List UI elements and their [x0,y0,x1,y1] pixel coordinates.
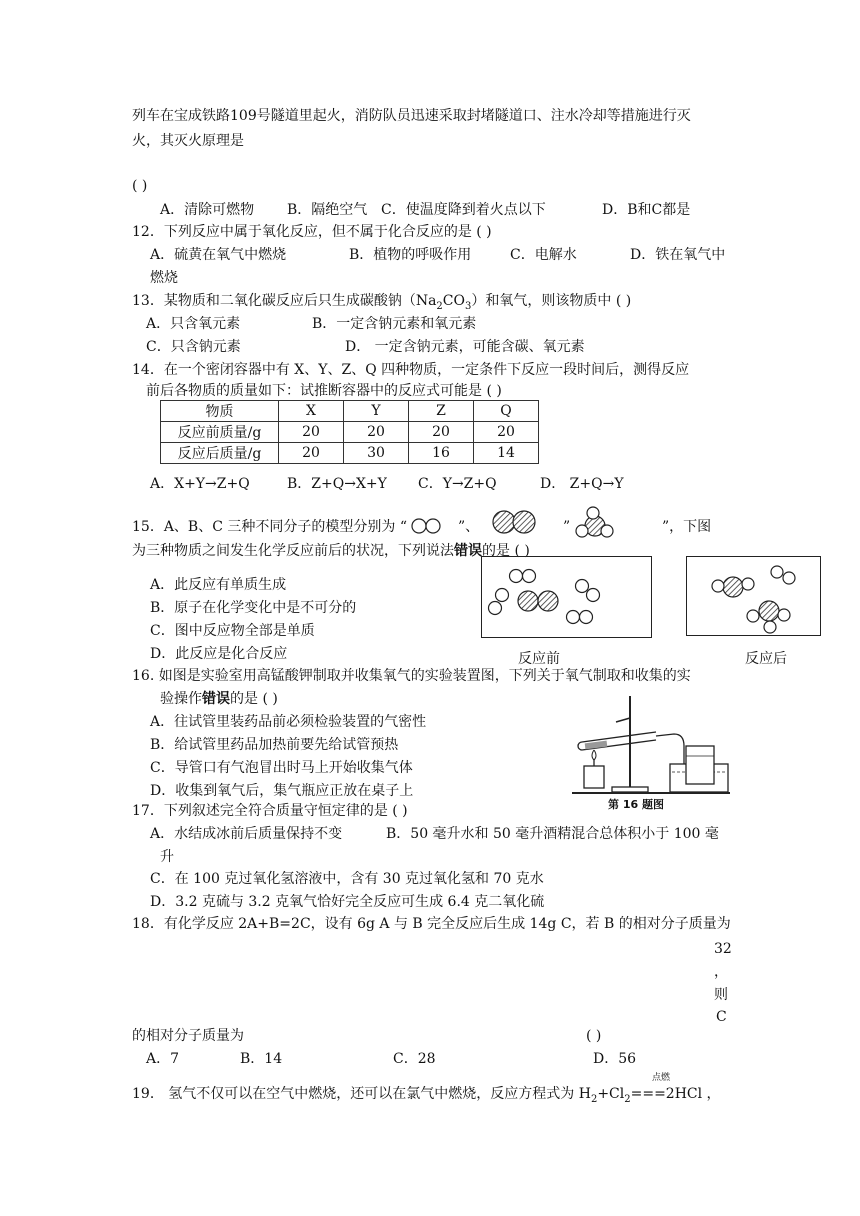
q16-option-c: C．导管口有气泡冒出时马上开始收集气体 [150,760,413,776]
q18-option-c: C．28 [393,1051,436,1067]
q13-option-b: B．一定含钠元素和氧元素 [312,316,477,332]
table-header-cell: X [279,401,344,422]
q15-option-c: C．图中反应物全部是单质 [150,623,315,639]
q18-wrap-4: C [716,1009,727,1025]
after-molecules [687,557,820,635]
q18-option-d: D．56 [593,1051,637,1067]
q18-last-line: 的相对分子质量为 [132,1028,244,1044]
q16-option-b: B．给试管里药品加热前要先给试管预热 [150,737,399,753]
q14-option-d: D． Z+Q→Y [540,476,624,492]
table-cell: 14 [474,443,539,464]
q17-option-c: C．在 100 克过氧化氢溶液中，含有 30 克过氧化氢和 70 克水 [150,871,544,887]
q18-wrap-3: 则 [714,987,728,1003]
table-cell: 反应后质量/g [161,443,279,464]
reaction-before-diagram [481,556,652,638]
reaction-after-diagram [686,556,821,636]
intro-option-c: C．使温度降到着火点以下 [381,202,546,218]
table-header-cell: Z [409,401,474,422]
intro-option-b: B．隔绝空气 [287,202,368,218]
table-cell: 30 [344,443,409,464]
q16-option-a: A．往试管里装药品前必须检验装置的气密性 [150,714,427,730]
table-header-cell: Q [474,401,539,422]
intro-line-1: 列车在宝成铁路109号隧道里起火，消防队员迅速采取封堵隧道口、注水冷却等措施进行灭 [132,108,691,124]
q15-line-1b: ”、 [458,519,480,535]
q14-option-c: C．Y→Z+Q [418,476,497,492]
q15-option-b: B．原子在化学变化中是不可分的 [150,600,357,616]
q12-option-c: C．电解水 [510,247,577,263]
table-cell: 反应前质量/g [161,422,279,443]
table-header-row [161,401,539,422]
q18-stem: 18．有化学反应 2A+B=2C，设有 6g A 与 B 完全反应后生成 14g C，若 B 的相对分子质量为 [132,916,731,932]
table-header-cell: 物质 [161,401,279,422]
q14-mass-table [160,400,539,464]
table-cell: 20 [474,422,539,443]
table-cell: 20 [409,422,474,443]
q17-stem: 17．下列叙述完全符合质量守恒定律的是 ( ) [132,803,408,819]
q12-wrap: 燃烧 [150,270,178,286]
q15-option-d: D．此反应是化合反应 [150,646,288,662]
q16-line-2: 验操作错误的是 ( ) [160,691,278,707]
molecule-a-icon [410,517,446,535]
q13-option-d: D． 一定含钠元素，可能含碳、氧元素 [345,339,585,355]
q15-option-a: A．此反应有单质生成 [150,577,287,593]
table-row [161,422,539,443]
table-header-cell: Y [344,401,409,422]
intro-answer-paren: ( ) [132,178,148,194]
q18-answer-paren: ( ) [586,1028,602,1044]
q18-wrap-2: ， [714,964,728,980]
q12-option-b: B．植物的呼吸作用 [349,247,472,263]
q15-line-1d: ”，下图 [662,519,712,535]
reaction-after-label: 反应后 [745,651,787,667]
table-cell: 20 [279,443,344,464]
q13-option-c: C．只含钠元素 [146,339,241,355]
q13-option-a: A．只含氧元素 [146,316,241,332]
table-cell: 16 [409,443,474,464]
q14-line-2: 前后各物质的质量如下：试推断容器中的反应式可能是 ( ) [146,383,502,399]
q17-option-a: A．水结成冰前后质量保持不变 [150,826,343,842]
q12-stem: 12．下列反应中属于氧化反应，但不属于化合反应的是 ( ) [132,224,492,240]
q13-stem: 13．某物质和二氧化碳反应后只生成碳酸钠$(Na_2CO_3)$和氧气，则该物质中 ( ) [132,293,632,312]
molecule-b-icon [491,509,541,535]
q16-line-1: 16. 如图是实验室用高锰酸钾制取并收集氧气的实验装置图，下列关于氧气制取和收集的实 [132,668,691,684]
q14-line-1: 14．在一个密闭容器中有 X、Y、Z、Q 四种物质，一定条件下反应一段时间后，测得反应 [132,362,690,378]
table-cell: 20 [279,422,344,443]
q12-option-a: A．硫黄在氧气中燃烧 [150,247,287,263]
oxygen-apparatus-figure [572,690,732,798]
q18-wrap-1: 32 [714,941,732,957]
table-cell: 20 [344,422,409,443]
intro-option-d: D．B和C都是 [602,202,691,218]
q17-option-d: D．3.2 克硫与 3.2 克氧气恰好完全反应可生成 6.4 克二氧化硫 [150,894,545,910]
intro-line-2: 火，其灭火原理是 [132,133,244,149]
reaction-before-label: 反应前 [518,651,560,667]
table-row [161,443,539,464]
figure-16-caption: 第 16 题图 [608,798,664,811]
q15-line-2: 为三种物质之间发生化学反应前后的状况，下列说法错误的是 ( ) [132,543,530,559]
q19-condition: 点燃 [652,1073,671,1083]
q16-option-d: D．收集到氧气后，集气瓶应正放在桌子上 [150,783,414,799]
q18-option-b: B．14 [240,1051,283,1067]
q14-option-a: A．X+Y→Z+Q [150,476,250,492]
q17-option-b: B．50 毫升水和 50 毫升酒精混合总体积小于 100 毫 [386,826,719,842]
before-molecules [482,557,651,637]
intro-option-a: A．清除可燃物 [160,202,255,218]
q18-option-a: A．7 [146,1051,180,1067]
q15-line-1a: 15．A、B、C 三种不同分子的模型分别为 “ [132,519,407,535]
q19-line: 19． 氢气不仅可以在空气中燃烧，还可以在氯气中燃烧，反应方程式为 $H_2+Cl_2===2HCl$ ， [132,1086,721,1105]
q15-line-1c: ” [563,519,571,535]
q14-option-b: B．Z+Q→X+Y [287,476,387,492]
molecule-c-icon [572,505,622,545]
q12-option-d: D．铁在氧气中 [630,247,726,263]
q17-option-b-wrap: 升 [160,849,174,865]
